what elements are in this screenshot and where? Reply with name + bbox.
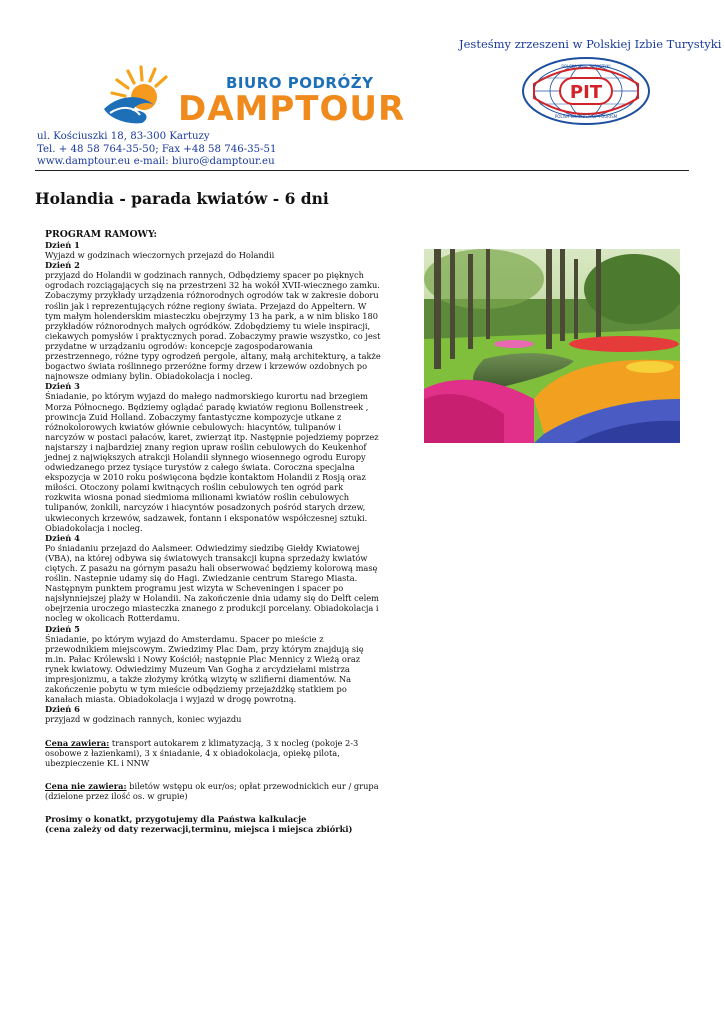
- price-includes-text: transport autokarem z klimatyzacją, 3 x nocleg (pokoje 2-3 osobowe z łazienkami), 3 x śniadanie, 4 x obiadokolacja, opiekę pilota, ubezpieczenie KL i NNW: [45, 737, 359, 768]
- day-text: przyjazd w godzinach rannych, koniec wyjazdu: [45, 714, 242, 725]
- day-text: Śniadanie, po którym wyjazd do małego nadmorskiego kurortu nad brzegiem Morza Północnego. Będziemy oglądać paradę kwiatów regionu Bollenstreek , prowincja Zuid Holland. Zobaczymy fantastyczne kompozycje utkane z różnokolorowych kwiatów głównie cebulowych: hiacyntów, tulipanów i narcyzów w postaci pałaców, karet, zwierząt itp. Następnie pojedziemy poprzez najstarszy i najbardziej znany region upraw roślin cebulowych do Keukenhof jednej z największych atrakcji Holandii słynnego wiosennego ogrodu Europy odwiedzanego przez tysiące turystów z całego świata. Coroczna specjalna ekspozycja w 2010 roku poświęcona będzie kontaktom Holandii z Rosją oraz miłości. Otoczony polami kwitnących roślin cebulowych ten ogród park rozkwita wiosna ponad siedmioma milionami kwiatów roślin cebulowych tulipanów, żonkili, narcyzów i hiacyntów posadzonych pośród starych drzew, ukwieconych krzewów, sadzawek, fontann i eksponatów współczesnej sztuki. Obiadokolacja i nocleg.: [45, 391, 379, 533]
- keukenhof-garden-photo: [424, 249, 680, 443]
- tagline: Jesteśmy zrzeszeni w Polskiej Izbie Turystyki: [459, 37, 722, 51]
- contact-note-line1: Prosimy o konatkt, przygotujemy dla Państwa kalkulacje: [45, 813, 307, 824]
- contact-note-line2: (cena zależy od daty rezerwacji,terminu, miejsca i miejsca zbiórki): [45, 824, 353, 835]
- price-includes: [45, 738, 381, 768]
- price-excludes: [45, 781, 381, 801]
- day-label: Dzień 4: [45, 532, 80, 543]
- page-title: Holandia - parada kwiatów - 6 dni: [35, 189, 329, 208]
- contact-note: [45, 814, 381, 834]
- program-content: [45, 229, 381, 834]
- damptour-logo: [100, 65, 415, 127]
- price-includes-label: Cena zawiera:: [45, 737, 110, 748]
- day-text: przyjazd do Holandii w godzinach rannych, Odbędziemy spacer po pięknych ogrodach rozciągających się na przestrzeni 32 ha wokół XVII-wiecznego zamku. Zobaczymy przykłady urządzenia różnorodnych ogrodów tak w zakresie doboru roślin jak i reprezentujących różne regiony świata. Przejazd do Appeltern. W tym małym holenderskim miasteczku obejrzymy 13 ha park, a w nim blisko 180 przykładów różnorodnych małych ogródków. Zdobędziemy tu wiele inspiracji, ciekawych pomysłów i praktycznych porad. Zobaczymy prawie wszystko, co jest przydatne w urządzaniu ogrodów: koncepcje zagospodarowania przestrzennego, różne typy ogrodzeń pergole, altany, małą architekturę, a także bogactwo świata roślinnego przeróżne formy drzew i krzewów ozdobnych po najnowsze odmiany bylin. Obiadokolacja i nocleg.: [45, 270, 381, 382]
- day-text: Wyjazd w godzinach wieczornych przejazd do Holandii: [45, 250, 275, 261]
- program-heading: PROGRAM RAMOWY:: [45, 229, 157, 240]
- pit-logo: [520, 56, 652, 126]
- price-excludes-text: biletów wstępu ok eur/os; opłat przewodnickich eur / grupa (dzielone przez ilość os. w grupie): [45, 780, 379, 801]
- pit-ring-top: POLSKA IZBA TURYSTYKI: [561, 64, 611, 69]
- web-email-line[interactable]: www.damptour.eu e-mail: biuro@damptour.eu: [37, 156, 275, 167]
- phone-fax-line: Tel. + 48 58 764-35-50; Fax +48 58 746-35-51: [37, 143, 277, 155]
- price-excludes-label: Cena nie zawiera:: [45, 780, 127, 791]
- day-label: Dzień 2: [45, 260, 80, 271]
- address-line: ul. Kościuszki 18, 83-300 Kartuzy: [37, 131, 210, 142]
- header-divider: [35, 170, 689, 171]
- day-text: Śniadanie, po którym wyjazd do Amsterdamu. Spacer po mieście z przewodnikiem miejscowym. Zwiedzimy Plac Dam, przy którym znajdują się m.in. Pałac Królewski i Nowy Kościół; następnie Plac Mennicy z Wieżą oraz rynek kwiatowy. Odwiedzimy Muzeum Van Gogha z arcydziełami mistrza impresjonizmu, a także złożymy krótką wizytę w szlifierni diamentów. Na zakończenie pobytu w tym mieście odbędziemy przejażdżkę statkiem po kanałach miasta. Obiadokolacja i wyjazd w drogę powrotną.: [45, 633, 364, 705]
- pit-ring-bottom: POLISH CHAMBER OF TOURISM: [554, 114, 618, 119]
- day-text: Po śniadaniu przejazd do Aalsmeer. Odwiedzimy siedzibę Giełdy Kwiatowej (VBA), na której odbywa się światowych transakcji kupna sprzedaży kwiatów ciętych. Z pasażu na górnym pasażu hali obserwować będziemy kolorową masę roślin. Nastepnie udamy się do Hagi. Zwiedzanie centrum Starego Miasta. Następnym punktem programu jest wizyta w Scheveningen i spacer po najsłynniejszej plaży w Holandii. Na zakończenie dnia udamy się do Delft celem obejrzenia uroczego miasteczka znanego z produkcji porcelany. Obiadokolacja i nocleg w okolicach Rotterdamu.: [45, 542, 379, 624]
- day-label: Dzień 3: [45, 381, 80, 392]
- day-label: Dzień 1: [45, 240, 80, 250]
- pit-text: PIT: [569, 82, 603, 103]
- day-label: Dzień 5: [45, 623, 80, 634]
- logo-line2: DAMPTOUR: [178, 89, 406, 127]
- contact-address: [37, 131, 277, 169]
- day-label: Dzień 6: [45, 704, 80, 715]
- logo-line1: BIURO PODRÓŻY: [226, 74, 374, 92]
